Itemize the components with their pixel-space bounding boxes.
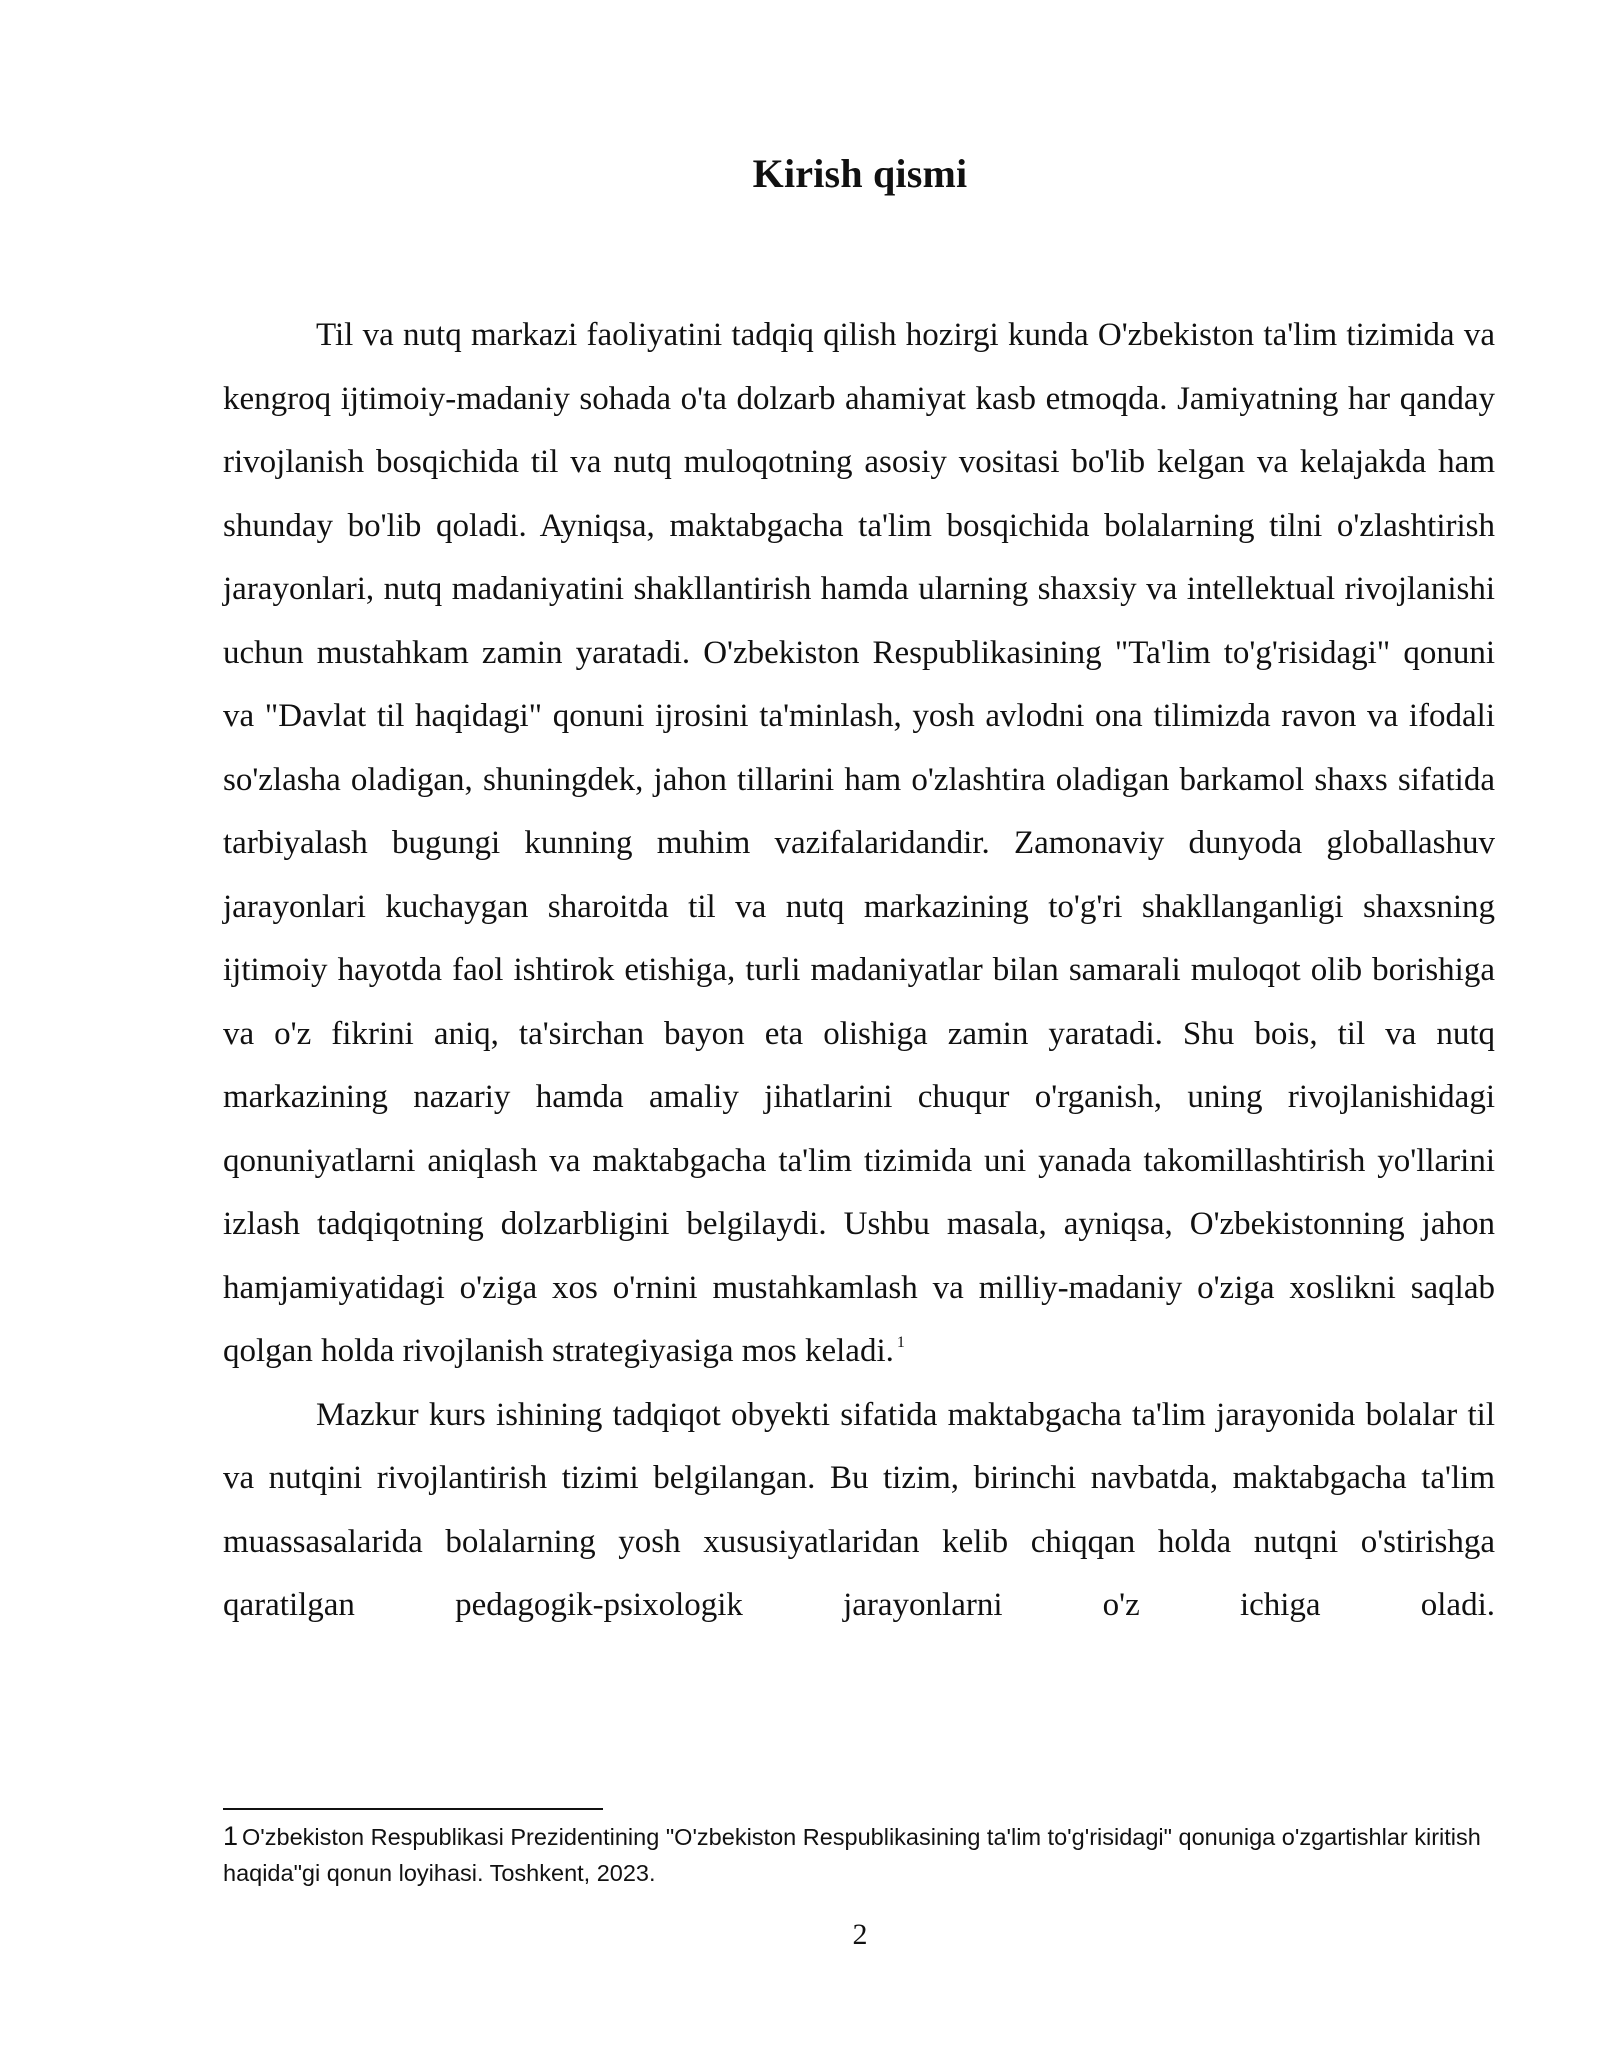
footnote-number: 1: [223, 1821, 239, 1851]
footnote-text: O'zbekiston Respublikasi Prezidentining "O'zbekiston Respublikasining ta'lim to'g'risidagi" qonuniga o'zgartishlar kiritish haqida"gi qonun loyihasi. Toshkent, 2023.: [223, 1824, 1481, 1886]
footnote-separator: [223, 1808, 603, 1810]
paragraph-intro: [223, 304, 1495, 1384]
footnote-reference[interactable]: 1: [896, 1334, 905, 1351]
footnote: [223, 1818, 1495, 1891]
page-number: 2: [852, 1918, 868, 1951]
paragraph-research-object: Mazkur kurs ishining tadqiqot obyekti sifatida maktabgacha ta'lim jarayonida bolalar til va nutqini rivojlantirish tizimi belgilangan. Bu tizim, birinchi navbatda, maktabgacha ta'lim muassasalarida bolalarning yosh xususiyatlaridan kelib chiqqan holda nutqni o'stirishga qaratilgan pedagogik-psixologik jarayonlarni o'z ichiga oladi.: [223, 1396, 1495, 1623]
paragraph-intro-text: Til va nutq markazi faoliyatini tadqiq qilish hozirgi kunda O'zbekiston ta'lim tizimida va kengroq ijtimoiy-madaniy sohada o'ta dolzarb ahamiyat kasb etmoqda. Jamiyatning har qanday rivojlanish bosqichida til va nutq muloqotning asosiy vositasi bo'lib kelgan va kelajakda ham shunday bo'lib qoladi. Ayniqsa, maktabgacha ta'lim bosqichida bolalarning tilni o'zlashtirish jarayonlari, nutq madaniyatini shakllantirish hamda ularning shaxsiy va intellektual rivojlanishi uchun mustahkam zamin yaratadi. O'zbekiston Respublikasining "Ta'lim to'g'risidagi" qonuni va "Davlat til haqidagi" qonuni ijrosini ta'minlash, yosh avlodni ona tilimizda ravon va ifodali so'zlasha oladigan, shuningdek, jahon tillarini ham o'zlashtira oladigan barkamol shaxs sifatida tarbiyalash bugungi kunning muhim vazifalaridandir. Zamonaviy dunyoda globallashuv jarayonlari kuchaygan sharoitda til va nutq markazining to'g'ri shakllanganligi shaxsning ijtimoiy hayotda faol ishtirok etishiga, turli madaniyatlar bilan samarali muloqot olib borishiga va o'z fikrini aniq, ta'sirchan bayon eta olishiga zamin yaratadi. Shu bois, til va nutq markazining nazariy hamda amaliy jihatlarini chuqur o'rganish, uning rivojlanishidagi qonuniyatlarni aniqlash va maktabgacha ta'lim tizimida uni yanada takomillashtirish yo'llarini izlash tadqiqotning dolzarbligini belgilaydi. Ushbu masala, ayniqsa, O'zbekistonning jahon hamjamiyatidagi o'ziga xos o'rnini mustahkamlash va milliy-madaniy o'ziga xoslikni saqlab qolgan holda rivojlanish strategiyasiga mos keladi.: [223, 317, 1495, 1369]
page-title: Kirish qismi: [752, 151, 968, 196]
body-text: [223, 304, 1495, 1638]
